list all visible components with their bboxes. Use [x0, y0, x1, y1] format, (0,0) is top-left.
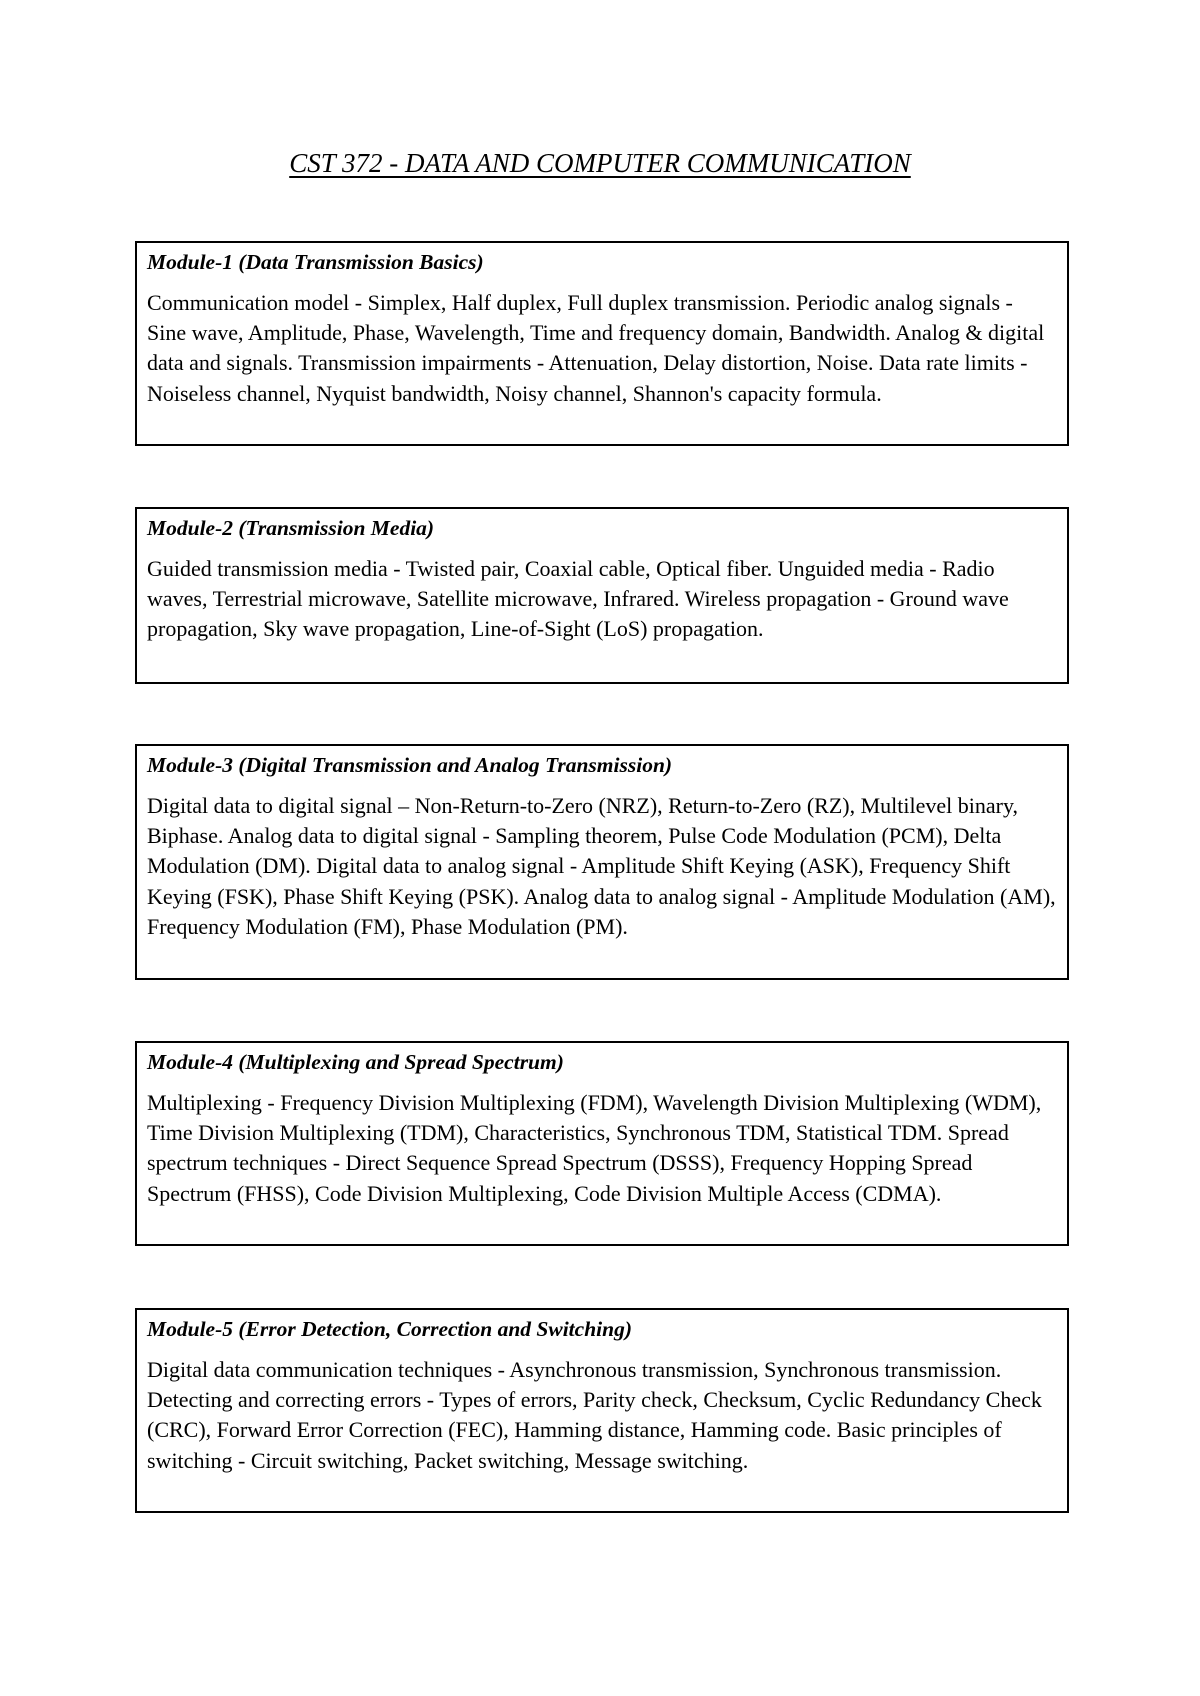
page-title: CST 372 - DATA AND COMPUTER COMMUNICATION	[289, 148, 911, 178]
module-5-box	[135, 1308, 1069, 1513]
module-4-box	[135, 1041, 1069, 1246]
module-heading: Module-2 (Transmission Media)	[147, 516, 435, 540]
module-description: Digital data to digital signal – Non-Return-to-Zero (NRZ), Return-to-Zero (RZ), Multilevel binary, Biphase. Analog data to digital signal - Sampling theorem, Pulse Code Modulation (PCM), Delta Modulation (DM). Digital data to analog signal - Amplitude Shift Keying (ASK), Frequency Shift Keying (FSK), Phase Shift Keying (PSK). Analog data to analog signal - Amplitude Modulation (AM), Frequency Modulation (FM), Phase Modulation (PM).	[147, 793, 1056, 939]
module-description: Multiplexing - Frequency Division Multiplexing (FDM), Wavelength Division Multiplexing (WDM), Time Division Multiplexing (TDM), Characteristics, Synchronous TDM, Statistical TDM. Spread spectrum techniques - Direct Sequence Spread Spectrum (DSSS), Frequency Hopping Spread Spectrum (FHSS), Code Division Multiplexing, Code Division Multiple Access (CDMA).	[147, 1090, 1042, 1206]
module-description: Guided transmission media - Twisted pair, Coaxial cable, Optical fiber. Unguided media - Radio waves, Terrestrial microwave, Satellite microwave, Infrared. Wireless propagation - Ground wave propagation, Sky wave propagation, Line-of-Sight (LoS) propagation.	[147, 556, 1009, 642]
module-heading: Module-1 (Data Transmission Basics)	[147, 250, 484, 274]
module-heading: Module-5 (Error Detection, Correction and Switching)	[147, 1317, 632, 1341]
module-description: Digital data communication techniques - Asynchronous transmission, Synchronous transmission. Detecting and correcting errors - Types of errors, Parity check, Checksum, Cyclic Redundancy Check (CRC), Forward Error Correction (FEC), Hamming distance, Hamming code. Basic principles of switching - Circuit switching, Packet switching, Message switching.	[147, 1357, 1042, 1473]
module-3-box	[135, 744, 1069, 980]
module-description: Communication model - Simplex, Half duplex, Full duplex transmission. Periodic analog signals - Sine wave, Amplitude, Phase, Wavelength, Time and frequency domain, Bandwidth. Analog & digital data and signals. Transmission impairments - Attenuation, Delay distortion, Noise. Data rate limits - Noiseless channel, Nyquist bandwidth, Noisy channel, Shannon's capacity formula.	[147, 290, 1045, 406]
module-2-box	[135, 507, 1069, 684]
module-1-box	[135, 241, 1069, 446]
module-heading: Module-4 (Multiplexing and Spread Spectrum)	[147, 1050, 564, 1074]
module-heading: Module-3 (Digital Transmission and Analog Transmission)	[147, 753, 673, 777]
